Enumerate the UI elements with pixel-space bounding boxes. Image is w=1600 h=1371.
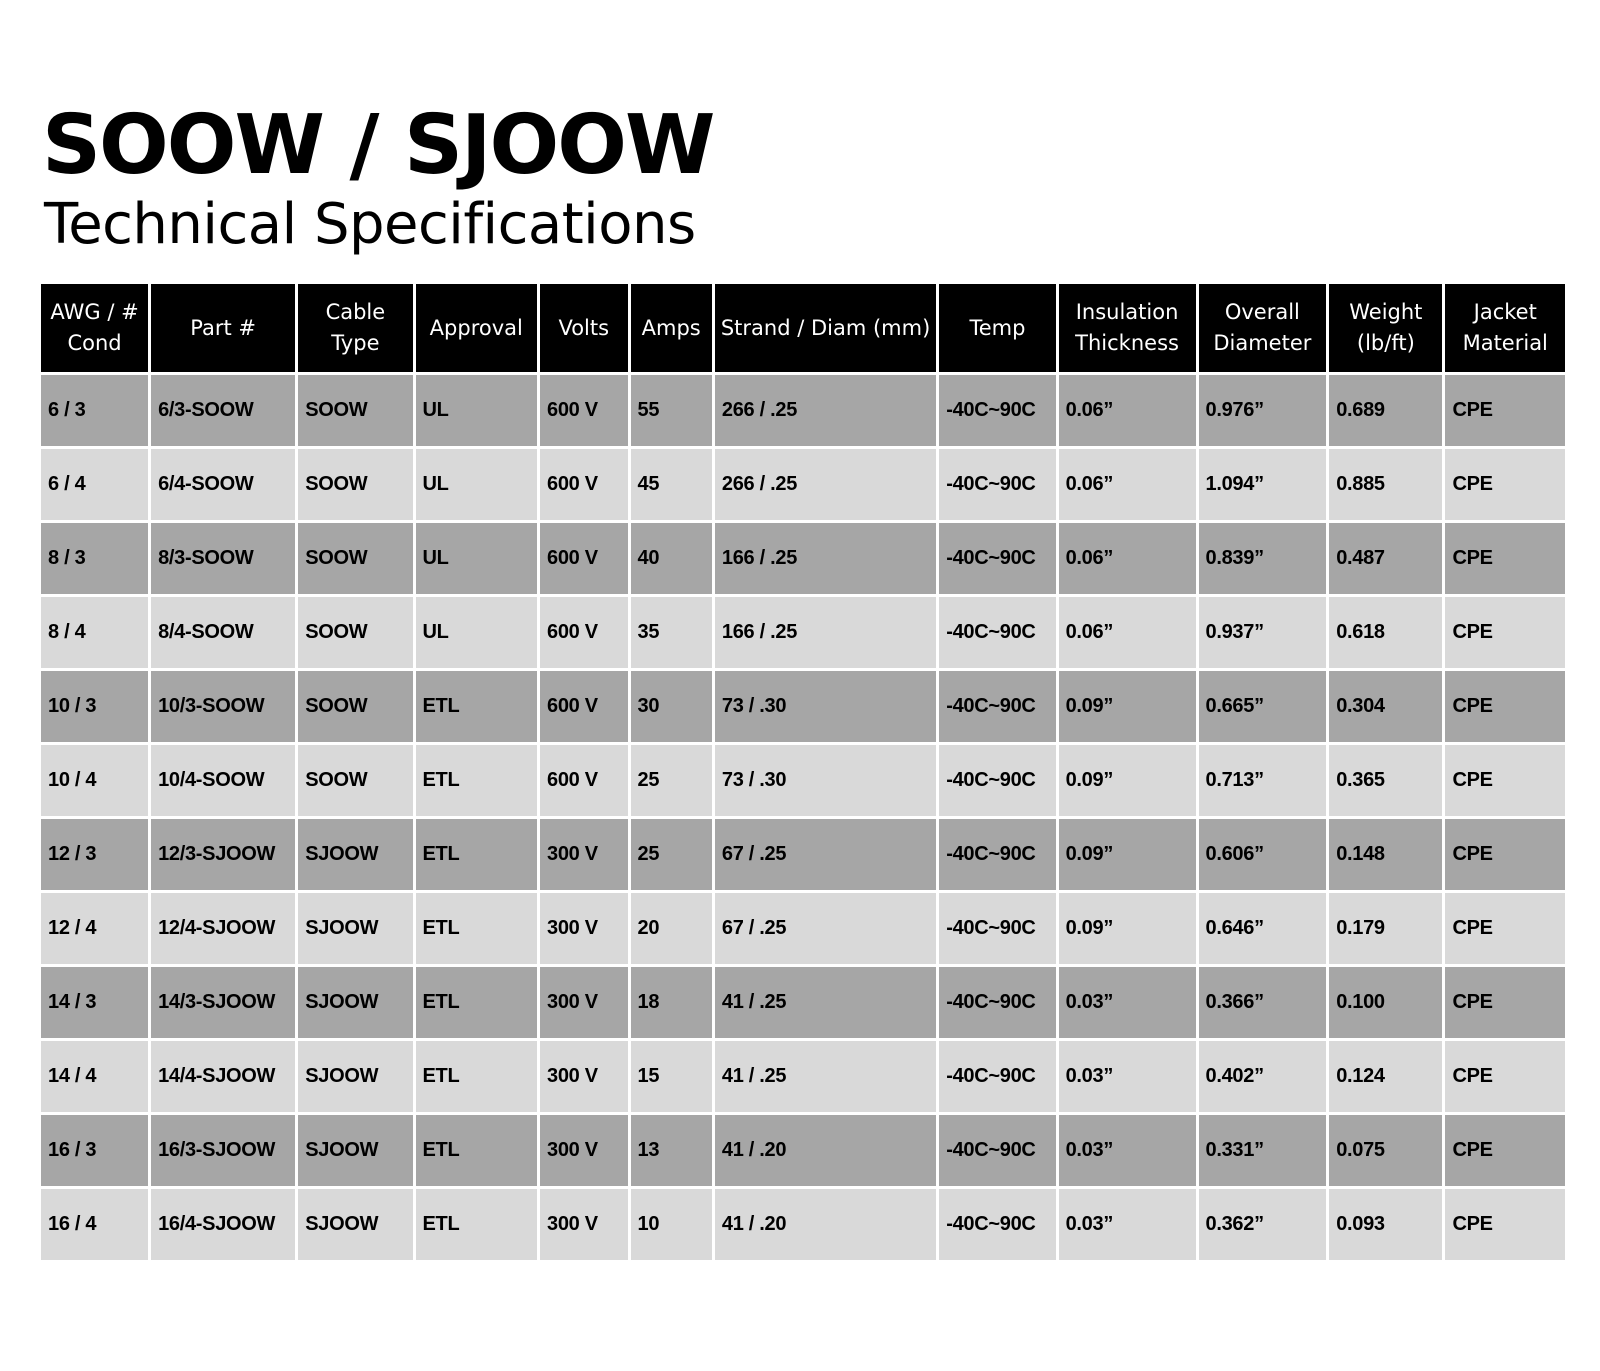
table-cell-weight: 0.075 [1329,1115,1442,1186]
table-cell-amps: 13 [631,1115,712,1186]
column-header-jacket-material [1445,284,1565,372]
table-cell-strand-diam: 266 / .25 [715,375,936,446]
table-cell-part-number: 16/4-SJOOW [151,1189,295,1260]
column-header-line: Overall [1224,300,1300,324]
column-header-weight [1329,284,1442,372]
table-cell-jacket-material: CPE [1445,1189,1565,1260]
table-cell-approval: UL [416,523,538,594]
table-cell-jacket-material: CPE [1445,449,1565,520]
table-cell-insulation-thickness: 0.09” [1059,893,1196,964]
column-header-cable-type [298,284,412,372]
column-header-line: Material [1462,331,1548,355]
table-cell-cable-type: SOOW [298,745,412,816]
column-header-strand-diam [715,284,936,372]
table-cell-amps: 20 [631,893,712,964]
column-header-line: Jacket [1473,300,1537,324]
table-cell-weight: 0.365 [1329,745,1442,816]
table-cell-cable-type: SOOW [298,449,412,520]
table-cell-awg-cond: 10 / 4 [41,745,148,816]
table-cell-strand-diam: 41 / .25 [715,1041,936,1112]
table-cell-temp: -40C~90C [939,745,1055,816]
table-cell-jacket-material: CPE [1445,893,1565,964]
table-cell-jacket-material: CPE [1445,1115,1565,1186]
table-row [41,1189,1565,1260]
table-cell-cable-type: SOOW [298,671,412,742]
table-cell-jacket-material: CPE [1445,597,1565,668]
table-cell-awg-cond: 8 / 3 [41,523,148,594]
table-header-row [41,284,1565,372]
specifications-table [38,281,1568,1263]
table-cell-overall-diameter: 0.331” [1199,1115,1327,1186]
table-cell-overall-diameter: 0.646” [1199,893,1327,964]
table-row [41,893,1565,964]
table-cell-weight: 0.885 [1329,449,1442,520]
column-header-line: Diameter [1213,331,1312,355]
column-header-line: Cable [325,300,386,324]
table-cell-amps: 55 [631,375,712,446]
table-cell-jacket-material: CPE [1445,375,1565,446]
column-header-line: Thickness [1075,331,1179,355]
table-cell-overall-diameter: 0.362” [1199,1189,1327,1260]
table-cell-cable-type: SJOOW [298,893,412,964]
table-cell-strand-diam: 166 / .25 [715,597,936,668]
table-cell-insulation-thickness: 0.03” [1059,1115,1196,1186]
table-cell-temp: -40C~90C [939,1189,1055,1260]
table-cell-weight: 0.179 [1329,893,1442,964]
column-header-part-number [151,284,295,372]
table-cell-approval: UL [416,597,538,668]
table-cell-volts: 600 V [540,523,628,594]
table-cell-temp: -40C~90C [939,967,1055,1038]
table-body [41,375,1565,1260]
table-cell-overall-diameter: 1.094” [1199,449,1327,520]
table-cell-amps: 10 [631,1189,712,1260]
table-cell-insulation-thickness: 0.06” [1059,449,1196,520]
table-row [41,967,1565,1038]
table-cell-part-number: 8/4-SOOW [151,597,295,668]
table-cell-temp: -40C~90C [939,671,1055,742]
table-cell-strand-diam: 266 / .25 [715,449,936,520]
table-cell-jacket-material: CPE [1445,671,1565,742]
table-cell-cable-type: SJOOW [298,1115,412,1186]
table-cell-volts: 300 V [540,967,628,1038]
table-cell-overall-diameter: 0.976” [1199,375,1327,446]
table-cell-cable-type: SJOOW [298,1189,412,1260]
table-cell-jacket-material: CPE [1445,819,1565,890]
column-header-line: Amps [641,315,701,340]
column-header-line: Type [331,331,380,355]
column-header-line: Weight [1349,300,1423,324]
table-cell-approval: ETL [416,893,538,964]
table-cell-volts: 600 V [540,597,628,668]
table-cell-insulation-thickness: 0.09” [1059,745,1196,816]
table-row [41,1115,1565,1186]
column-header-temp [939,284,1055,372]
table-cell-awg-cond: 16 / 3 [41,1115,148,1186]
page-subtitle: Technical Specifications [44,192,696,257]
table-cell-strand-diam: 67 / .25 [715,819,936,890]
table-cell-strand-diam: 73 / .30 [715,745,936,816]
table-cell-weight: 0.304 [1329,671,1442,742]
table-row [41,1041,1565,1112]
table-row [41,819,1565,890]
table-cell-part-number: 16/3-SJOOW [151,1115,295,1186]
table-cell-part-number: 12/3-SJOOW [151,819,295,890]
column-header-line: Part # [190,315,257,340]
table-cell-approval: ETL [416,819,538,890]
table-cell-temp: -40C~90C [939,1041,1055,1112]
table-cell-temp: -40C~90C [939,449,1055,520]
table-cell-insulation-thickness: 0.06” [1059,523,1196,594]
table-cell-volts: 600 V [540,449,628,520]
table-row [41,375,1565,446]
table-cell-awg-cond: 12 / 4 [41,893,148,964]
table-cell-approval: ETL [416,1115,538,1186]
column-header-line: Strand / Diam (mm) [720,315,931,340]
table-cell-part-number: 6/4-SOOW [151,449,295,520]
table-cell-cable-type: SJOOW [298,967,412,1038]
table-cell-part-number: 6/3-SOOW [151,375,295,446]
table-cell-weight: 0.093 [1329,1189,1442,1260]
table-cell-strand-diam: 41 / .20 [715,1115,936,1186]
table-cell-insulation-thickness: 0.09” [1059,671,1196,742]
table-cell-weight: 0.100 [1329,967,1442,1038]
table-cell-amps: 40 [631,523,712,594]
page-title: SOOW / SJOOW [42,98,714,193]
table-cell-volts: 300 V [540,819,628,890]
table-row [41,449,1565,520]
table-cell-amps: 25 [631,819,712,890]
table-cell-jacket-material: CPE [1445,967,1565,1038]
column-header-line: Approval [429,315,523,340]
table-cell-jacket-material: CPE [1445,1041,1565,1112]
table-cell-weight: 0.618 [1329,597,1442,668]
table-cell-overall-diameter: 0.665” [1199,671,1327,742]
table-cell-amps: 45 [631,449,712,520]
table-cell-overall-diameter: 0.937” [1199,597,1327,668]
table-cell-volts: 300 V [540,1189,628,1260]
table-cell-temp: -40C~90C [939,375,1055,446]
column-header-overall-diameter [1199,284,1327,372]
column-header-amps [631,284,712,372]
table-cell-overall-diameter: 0.366” [1199,967,1327,1038]
table-cell-overall-diameter: 0.713” [1199,745,1327,816]
table-cell-insulation-thickness: 0.03” [1059,967,1196,1038]
table-cell-volts: 600 V [540,745,628,816]
column-header-awg-cond [41,284,148,372]
table-cell-insulation-thickness: 0.06” [1059,597,1196,668]
table-cell-approval: UL [416,449,538,520]
table-cell-temp: -40C~90C [939,523,1055,594]
table-cell-awg-cond: 12 / 3 [41,819,148,890]
table-cell-strand-diam: 67 / .25 [715,893,936,964]
table-cell-temp: -40C~90C [939,819,1055,890]
table-cell-cable-type: SJOOW [298,1041,412,1112]
table-cell-cable-type: SOOW [298,597,412,668]
table-cell-awg-cond: 8 / 4 [41,597,148,668]
column-header-line: Cond [67,331,122,355]
table-cell-volts: 600 V [540,671,628,742]
table-cell-insulation-thickness: 0.06” [1059,375,1196,446]
table-cell-jacket-material: CPE [1445,523,1565,594]
column-header-volts [540,284,628,372]
table-row [41,523,1565,594]
table-cell-part-number: 8/3-SOOW [151,523,295,594]
table-cell-strand-diam: 73 / .30 [715,671,936,742]
table-cell-cable-type: SOOW [298,375,412,446]
table-row [41,745,1565,816]
table-cell-temp: -40C~90C [939,1115,1055,1186]
table-cell-temp: -40C~90C [939,597,1055,668]
table-cell-strand-diam: 166 / .25 [715,523,936,594]
column-header-approval [416,284,538,372]
table-cell-overall-diameter: 0.839” [1199,523,1327,594]
table-cell-amps: 30 [631,671,712,742]
table-cell-part-number: 14/4-SJOOW [151,1041,295,1112]
column-header-line: AWG / # [50,300,139,324]
table-cell-awg-cond: 6 / 4 [41,449,148,520]
table-cell-insulation-thickness: 0.03” [1059,1041,1196,1112]
column-header-insulation-thickness [1059,284,1196,372]
table-cell-overall-diameter: 0.402” [1199,1041,1327,1112]
table-cell-amps: 15 [631,1041,712,1112]
table-cell-awg-cond: 10 / 3 [41,671,148,742]
column-header-line: Insulation [1075,300,1179,324]
table-cell-awg-cond: 16 / 4 [41,1189,148,1260]
table-cell-awg-cond: 14 / 3 [41,967,148,1038]
table-cell-awg-cond: 14 / 4 [41,1041,148,1112]
table-cell-volts: 300 V [540,1041,628,1112]
table-cell-strand-diam: 41 / .25 [715,967,936,1038]
column-header-line: Temp [969,315,1026,340]
table-cell-approval: ETL [416,671,538,742]
table-cell-approval: ETL [416,1041,538,1112]
table-row [41,597,1565,668]
table-cell-amps: 25 [631,745,712,816]
table-cell-cable-type: SOOW [298,523,412,594]
table-cell-amps: 18 [631,967,712,1038]
table-cell-approval: UL [416,375,538,446]
table-cell-approval: ETL [416,1189,538,1260]
table-cell-volts: 600 V [540,375,628,446]
column-header-line: Volts [558,315,610,340]
table-cell-insulation-thickness: 0.03” [1059,1189,1196,1260]
table-cell-jacket-material: CPE [1445,745,1565,816]
table-cell-strand-diam: 41 / .20 [715,1189,936,1260]
table-cell-overall-diameter: 0.606” [1199,819,1327,890]
table-cell-part-number: 10/4-SOOW [151,745,295,816]
table-cell-cable-type: SJOOW [298,819,412,890]
table-cell-approval: ETL [416,745,538,816]
table-cell-weight: 0.148 [1329,819,1442,890]
table-cell-weight: 0.124 [1329,1041,1442,1112]
table-cell-volts: 300 V [540,1115,628,1186]
table-cell-volts: 300 V [540,893,628,964]
table-cell-amps: 35 [631,597,712,668]
table-row [41,671,1565,742]
column-header-line: (lb/ft) [1356,331,1415,355]
table-cell-awg-cond: 6 / 3 [41,375,148,446]
table-cell-part-number: 10/3-SOOW [151,671,295,742]
table-cell-insulation-thickness: 0.09” [1059,819,1196,890]
table-cell-temp: -40C~90C [939,893,1055,964]
table-cell-weight: 0.689 [1329,375,1442,446]
table-cell-part-number: 14/3-SJOOW [151,967,295,1038]
table-cell-approval: ETL [416,967,538,1038]
table-cell-part-number: 12/4-SJOOW [151,893,295,964]
table-cell-weight: 0.487 [1329,523,1442,594]
